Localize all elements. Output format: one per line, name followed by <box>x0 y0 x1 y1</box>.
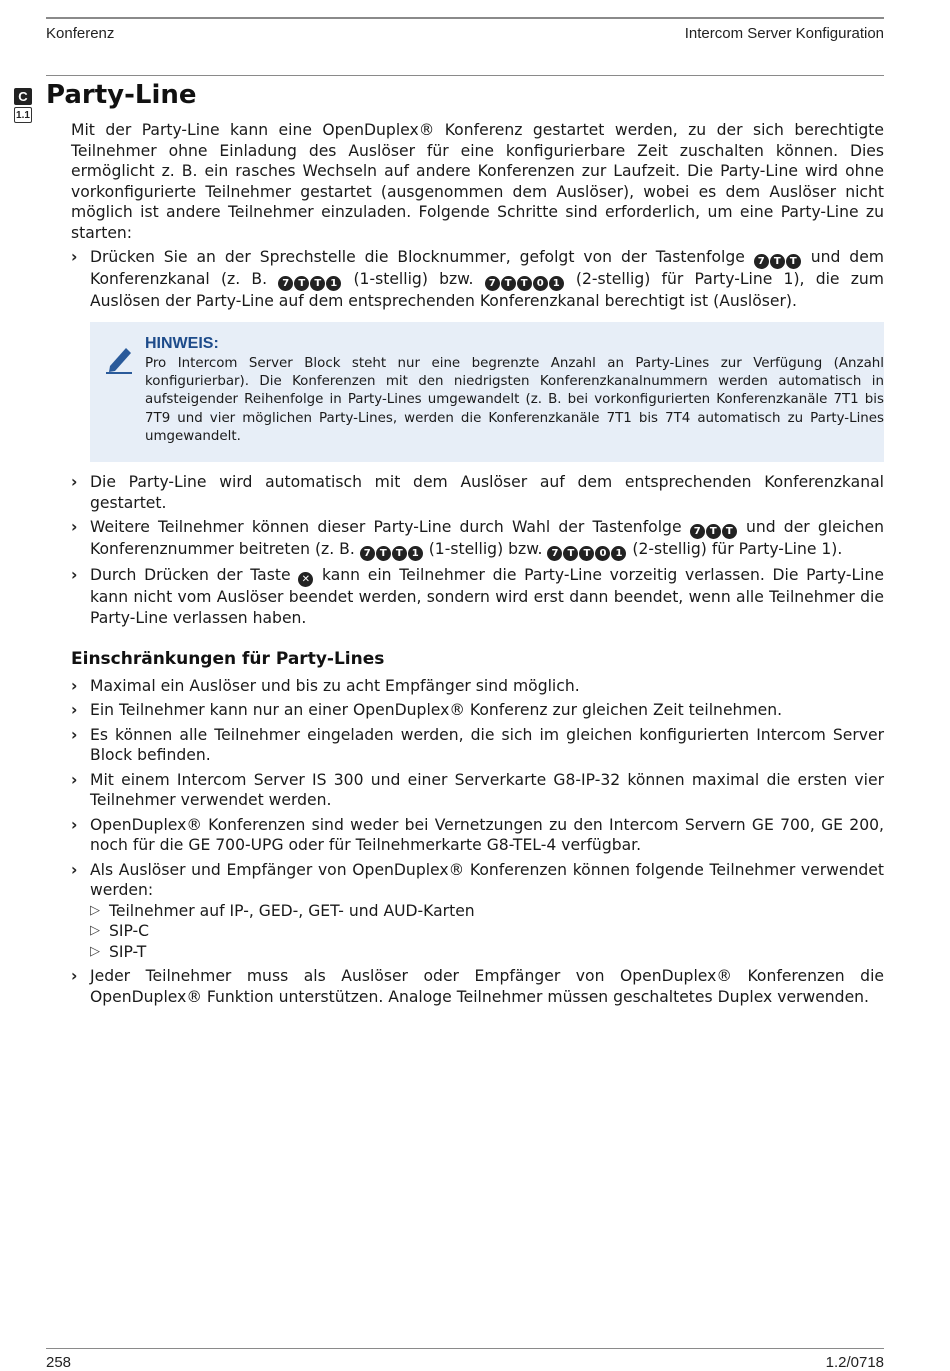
key-7-icon: 7 <box>547 546 562 561</box>
pencil-icon <box>104 342 134 380</box>
key-t-icon: T <box>706 524 721 539</box>
key-t-icon: T <box>294 276 309 291</box>
key-0-icon: 0 <box>533 276 548 291</box>
key-t-icon: T <box>517 276 532 291</box>
key-sequence <box>547 540 627 558</box>
bullet-chevron-icon: › <box>71 860 78 879</box>
section-heading: Einschränkungen für Party-Lines <box>71 649 385 670</box>
key-7-icon: 7 <box>360 546 375 561</box>
bullet-chevron-icon: › <box>71 676 78 695</box>
step-2: › Die Party-Line wird automatisch mit dem Auslöser auf dem entsprechenden Konferenzkanal gestartet. <box>71 473 884 512</box>
bullet-chevron-icon: › <box>71 815 78 834</box>
key-7-icon: 7 <box>485 276 500 291</box>
chapter-badge: C <box>14 88 32 105</box>
main-content <box>71 120 884 1007</box>
bullet-chevron-icon: › <box>71 967 78 986</box>
header-right: Intercom Server Konfiguration <box>684 25 884 42</box>
page-title: Party-Line <box>46 80 197 110</box>
key-x-icon: ✕ <box>298 572 313 587</box>
sub-chevron-icon: ▷ <box>90 923 100 939</box>
version-badge: 1.1 <box>14 107 32 123</box>
list-item: › Mit einem Intercom Server IS 300 und einer Serverkarte G8-IP-32 können maximal die ersten vier Teilnehmer verwendet werden. <box>71 770 884 810</box>
key-1-icon: 1 <box>326 276 341 291</box>
bullet-chevron-icon: › <box>71 248 78 266</box>
list-item: › Es können alle Teilnehmer eingeladen werden, die sich im gleichen konfigurierten Intercom Server Block befinden. <box>71 725 884 765</box>
page-header <box>46 17 884 49</box>
bullet-chevron-icon: › <box>71 725 78 744</box>
key-1-icon: 1 <box>408 546 423 561</box>
bullet-chevron-icon: › <box>71 770 78 789</box>
step-1: › Drücken Sie an der Sprechstelle die Blocknummer, gefolgt von der Tastenfolge 7 T T und dem Konferenzkanal (z. B. 7 T T 1 (1-stellig) bzw. 7 T T 0 1 (2-stellig) für Party-Line 1), die zum Auslösen der Party-Line auf dem entsprechenden Konferenzkanal berechtigt ist (Auslöser). <box>71 248 884 310</box>
bullet-chevron-icon: › <box>71 518 78 537</box>
header-divider <box>46 75 884 76</box>
list-item: › Ein Teilnehmer kann nur an einer OpenDuplex® Konferenz zur gleichen Zeit teilnehmen. <box>71 701 783 720</box>
key-t-icon: T <box>501 276 516 291</box>
list-item: › Jeder Teilnehmer muss als Auslöser oder Empfänger von OpenDuplex® Konferenzen die OpenDuplex® Funktion unterstützen. Analoge Teilnehmer müssen geschaltetes Duplex verwenden. <box>71 967 884 1006</box>
doc-version: 1.2/0718 <box>825 1354 884 1371</box>
page-number: 258 <box>46 1354 72 1371</box>
key-t-icon: T <box>722 524 737 539</box>
key-t-icon: T <box>579 546 594 561</box>
bullet-chevron-icon: › <box>71 701 78 720</box>
page-footer <box>46 1348 884 1371</box>
key-sequence <box>485 270 565 288</box>
step-4: › Durch Drücken der Taste ✕ kann ein Teilnehmer die Party-Line vorzeitig verlassen. Die Party-Line kann nicht vom Auslöser beendet werden, sondern wird erst dann beendet, wenn alle Teilnehmer die Party-Line verlassen haben. <box>71 566 884 627</box>
key-sequence <box>278 270 342 288</box>
key-7-icon: 7 <box>278 276 293 291</box>
header-left: Konferenz <box>46 25 115 42</box>
key-0-icon: 0 <box>595 546 610 561</box>
sub-list-item: ▷ SIP-T <box>90 942 147 961</box>
key-t-icon: T <box>786 254 801 269</box>
note-body: Pro Intercom Server Block steht nur eine begrenzte Anzahl an Party-Lines zur Verfügung (Anzahl konfigurierbar). Die Konferenzen mit den niedrigsten Konferenzkanalnummern werden automatisch in aufsteigender Reihenfolge in Party-Lines umgewandelt (z. B. bei vorkonfigurierten Konferenzkanäle 7T1 bis 7T9 und vier möglichen Party-Lines, werden die Konferenzkanäle 7T1 bis 7T4 automatisch zu Party-Lines umgewandelt. <box>145 355 884 444</box>
key-sequence <box>690 518 738 536</box>
key-1-icon: 1 <box>611 546 626 561</box>
list-item: › Als Auslöser und Empfänger von OpenDuplex® Konferenzen können folgende Teilnehmer verwendet werden: ▷ Teilnehmer auf IP-, GED-, GET- und AUD-Karten ▷ SIP-C ▷ SIP-T <box>71 860 884 961</box>
key-t-icon: T <box>563 546 578 561</box>
key-t-icon: T <box>376 546 391 561</box>
key-7-icon: 7 <box>754 254 769 269</box>
sub-list-item: ▷ Teilnehmer auf IP-, GED-, GET- und AUD-Karten <box>90 901 475 920</box>
list-item: › OpenDuplex® Konferenzen sind weder bei Vernetzungen zu den Intercom Servern GE 700, GE 200, noch für die GE 700-UPG oder für Teilnehmerkarte G8-TEL-4 verfügbar. <box>71 815 884 855</box>
sub-chevron-icon: ▷ <box>90 943 100 959</box>
key-t-icon: T <box>770 254 785 269</box>
key-sequence <box>754 248 802 266</box>
key-7-icon: 7 <box>690 524 705 539</box>
note-heading: HINWEIS: <box>145 334 219 352</box>
sub-list-item: ▷ SIP-C <box>90 922 150 941</box>
sub-chevron-icon: ▷ <box>90 902 100 918</box>
step-3: › Weitere Teilnehmer können dieser Party-Line durch Wahl der Tastenfolge 7 T T und der gleichen Konferenznummer beitreten (z. B. 7 T T 1 (1-stellig) bzw. 7 T T 0 1 (2-stellig) für Party-Line 1). <box>71 518 884 560</box>
note-box <box>90 322 884 463</box>
key-1-icon: 1 <box>549 276 564 291</box>
intro-paragraph: Mit der Party-Line kann eine OpenDuplex® Konferenz gestartet werden, zu der sich berechtigte Teilnehmer ohne Einladung des Auslöser für eine konfigurierbare Zeit zuschalten können. Dies ermöglicht z. B. ein rasches Wechseln auf andere Konferenzen zur Laufzeit. Die Party-Line wird ohne vorkonfigurierte Teilnehmer gestartet (ausgenommen dem Auslöser), wobei es dem Auslöser nicht möglich ist andere Teilnehmer einzuladen. Folgende Schritte sind erforderlich, um eine Party-Line zu starten: <box>71 121 884 242</box>
key-t-icon: T <box>392 546 407 561</box>
key-sequence <box>360 540 424 558</box>
bullet-chevron-icon: › <box>71 566 78 585</box>
bullet-chevron-icon: › <box>71 473 78 492</box>
list-item: › Maximal ein Auslöser und bis zu acht Empfänger sind möglich. <box>71 676 580 695</box>
key-t-icon: T <box>310 276 325 291</box>
